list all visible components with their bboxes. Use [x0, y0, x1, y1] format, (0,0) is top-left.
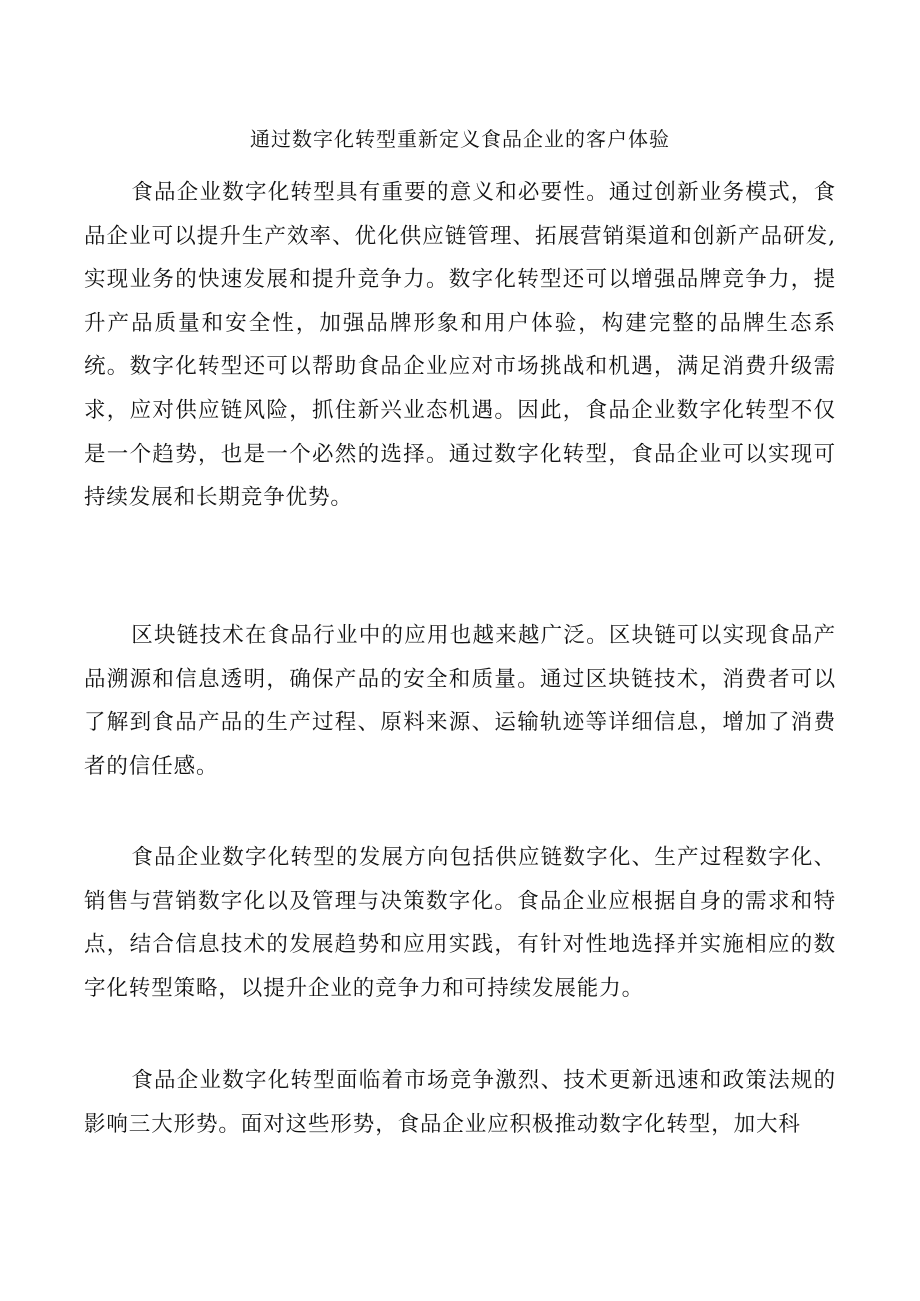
- paragraph-development-direction: 食品企业数字化转型的发展方向包括供应链数字化、生产过程数字化、销售与营销数字化以及管理与决策数字化。食品企业应根据自身的需求和特点，结合信息技术的发展趋势和应用实践，有针对性地选择并实施相应的数字化转型策略，以提升企业的竞争力和可持续发展能力。: [84, 845, 836, 1001]
- paragraph-blockchain-application: 区块链技术在食品行业中的应用也越来越广泛。区块链可以实现食品产品溯源和信息透明，确保产品的安全和质量。通过区块链技术，消费者可以了解到食品产品的生产过程、原料来源、运输轨迹等详细信息，增加了消费者的信任感。: [84, 623, 836, 779]
- document-title: 通过数字化转型重新定义食品企业的客户体验: [250, 127, 670, 151]
- paragraph-digital-transformation-significance: 食品企业数字化转型具有重要的意义和必要性。通过创新业务模式，食品企业可以提升生产效率、优化供应链管理、拓展营销渠道和创新产品研发,实现业务的快速发展和提升竞争力。数字化转型还可以增强品牌竞争力，提升产品质量和安全性，加强品牌形象和用户体验，构建完整的品牌生态系统。数字化转型还可以帮助食品企业应对市场挑战和机遇，满足消费升级需求，应对供应链风险，抓住新兴业态机遇。因此，食品企业数字化转型不仅是一个趋势，也是一个必然的选择。通过数字化转型，食品企业可以实现可持续发展和长期竞争优势。: [84, 180, 836, 511]
- paragraph-challenges: 食品企业数字化转型面临着市场竞争激烈、技术更新迅速和政策法规的影响三大形势。面对这些形势，食品企业应积极推动数字化转型，加大科: [84, 1068, 836, 1137]
